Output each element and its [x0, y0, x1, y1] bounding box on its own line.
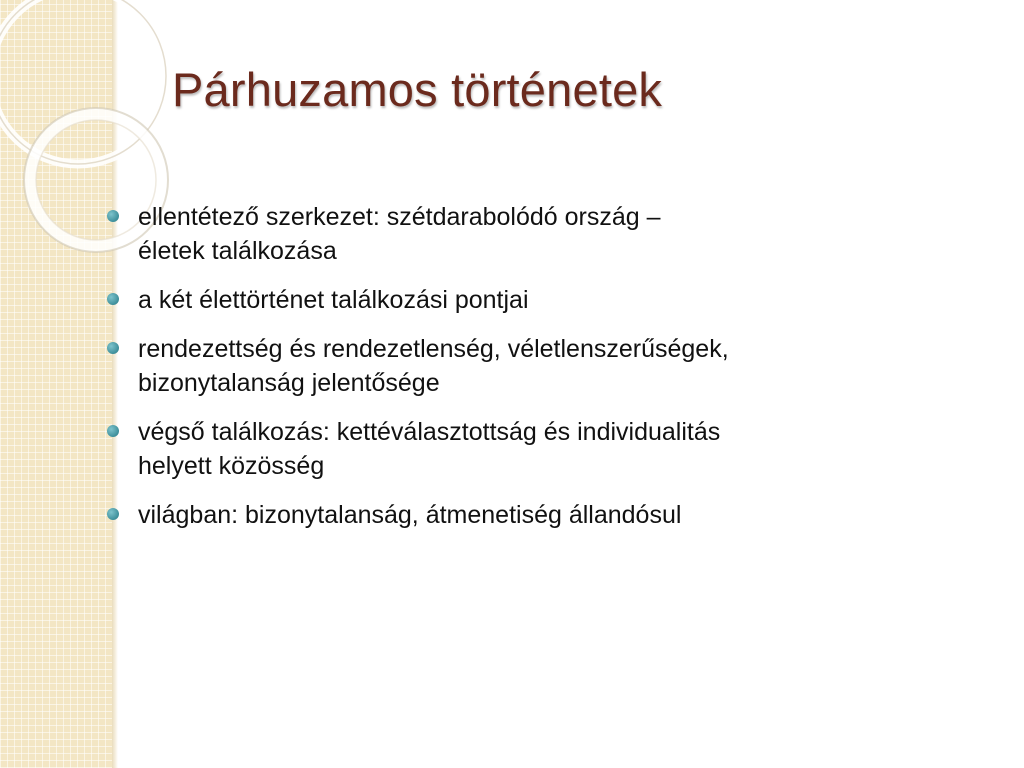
- bullet-list: [106, 200, 986, 547]
- bullet-item: [106, 200, 986, 268]
- bullet-item: [106, 415, 986, 483]
- round-bullet-icon: [107, 342, 119, 354]
- bullet-line: világban: bizonytalanság, átmenetiség állandósul: [138, 501, 682, 529]
- bullet-line: helyett közösség: [138, 452, 325, 480]
- bullet-item: [106, 332, 986, 400]
- bullet-line: rendezettség és rendezetlenség, véletlenszerűségek,: [138, 335, 729, 363]
- round-bullet-icon: [107, 508, 119, 520]
- bullet-item: [106, 283, 986, 317]
- bullet-line: ellentétező szerkezet: szétdarabolódó ország –: [138, 203, 661, 231]
- slide-title: Párhuzamos történetek: [172, 63, 663, 116]
- bullet-line: bizonytalanság jelentősége: [138, 369, 440, 397]
- bullet-line: életek találkozása: [138, 237, 337, 265]
- bullet-line: a két élettörténet találkozási pontjai: [138, 286, 529, 314]
- round-bullet-icon: [107, 425, 119, 437]
- bullet-line: végső találkozás: kettéválasztottság és individualitás: [138, 418, 721, 446]
- round-bullet-icon: [107, 293, 119, 305]
- round-bullet-icon: [107, 210, 119, 222]
- bullet-item: [106, 498, 986, 532]
